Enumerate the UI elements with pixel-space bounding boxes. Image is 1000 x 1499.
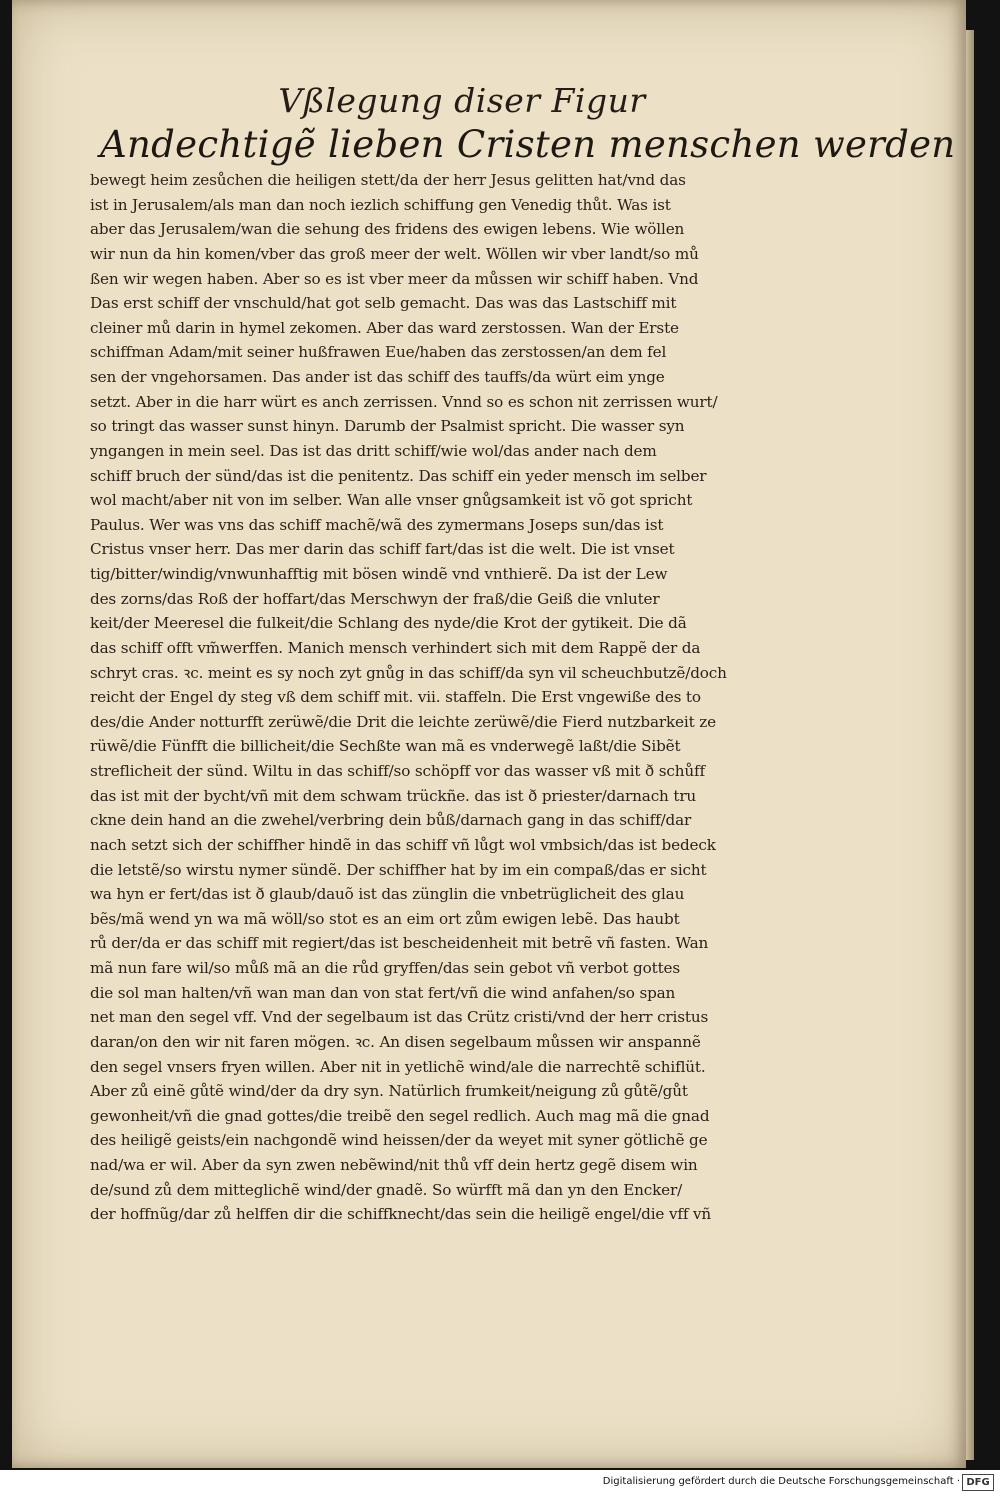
text-line: wol macht/aber nit von im selber. Wan alle vnser gnůgsamkeit ist võ got spricht: [90, 491, 693, 510]
text-line: schiffman Adam/mit seiner hußfrawen Eue/haben das zerstossen/an dem fel: [90, 343, 667, 362]
book-page: [12, 0, 966, 1468]
dfg-logo: DFG: [962, 1474, 994, 1491]
text-line: Das erst schiff der vnschuld/hat got selb gemacht. Das was das Lastschiff mit: [90, 294, 677, 313]
text-line: de/sund zů dem mitteglichẽ wind/der gnadẽ. So würfft mã dan yn den Encker/: [90, 1180, 683, 1199]
text-line: nad/wa er wil. Aber da syn zwen nebẽwind/nit thů vff dein hertz gegẽ disem win: [90, 1156, 698, 1174]
opening-line: Andechtigẽ lieben Cristen menschen werden: [100, 123, 956, 166]
text-line: ckne dein hand an die zwehel/verbring dein bůß/darnach gang in das schiff/dar: [90, 811, 692, 830]
text-line: bẽs/mã wend yn wa mã wöll/so stot es an eim ort zům ewigen lebẽ. Das haubt: [90, 909, 680, 928]
text-line: so tringt das wasser sunst hinyn. Darumb der Psalmist spricht. Die wasser syn: [90, 417, 685, 436]
footer-credit: Digitalisierung gefördert durch die Deutsche Forschungsgemeinschaft ·: [602, 1476, 960, 1487]
text-line: aber das Jerusalem/wan die sehung des fridens des ewigen lebens. Wie wöllen: [90, 220, 685, 239]
text-line: tig/bitter/windig/vnwunhafftig mit bösen windẽ vnd vnthierẽ. Da ist der Lew: [90, 565, 668, 583]
page-edge: [966, 30, 974, 1460]
text-line: des heiligẽ geists/ein nachgondẽ wind heissen/der da weyet mit syner götlichẽ ge: [90, 1131, 708, 1150]
footer-bar: [0, 1470, 1000, 1499]
text-line: reicht der Engel dy steg vß dem schiff mit. vii. staffeln. Die Erst vngewiße des to: [90, 688, 701, 707]
text-line: schryt cras. ꝛc. meint es sy noch zyt gnůg in das schiff/da syn vil scheuchbutzẽ/doch: [90, 663, 727, 682]
text-line: daran/on den wir nit faren mögen. ꝛc. An disen segelbaum můssen wir anspannẽ: [90, 1032, 701, 1051]
text-block: [90, 80, 956, 1227]
page-heading: Vßlegung diser Figur: [278, 81, 646, 120]
text-line: die letstẽ/so wirstu nymer sündẽ. Der schiffher hat by im ein compaß/das er sicht: [90, 860, 707, 879]
text-line: ist in Jerusalem/als man dan noch iezlich schiffung gen Venedig thůt. Was ist: [90, 195, 671, 214]
text-line: die sol man halten/vñ wan man dan von stat fert/vñ die wind anfahen/so span: [90, 983, 676, 1002]
text-line: yngangen in mein seel. Das ist das dritt schiff/wie wol/das ander nach dem: [90, 441, 657, 460]
text-line: ßen wir wegen haben. Aber so es ist vber meer da můssen wir schiff haben. Vnd: [90, 269, 699, 288]
text-line: wa hyn er fert/das ist ð glaub/dauõ ist das zünglin die vnbetrüglicheit des glau: [90, 885, 685, 904]
text-line: sen der vngehorsamen. Das ander ist das schiff des tauffs/da würt eim ynge: [90, 368, 665, 386]
text-line: schiff bruch der sünd/das ist die penitentz. Das schiff ein yeder mensch im selber: [90, 466, 707, 485]
text-line: das ist mit der bycht/vñ mit dem schwam trückñe. das ist ð priester/darnach tru: [90, 786, 697, 805]
text-line: der hoffnũg/dar zů helffen dir die schiffknecht/das sein die heiligẽ engel/die vff vñ: [90, 1205, 712, 1224]
text-line: nach setzt sich der schiffher hindẽ in das schiff vñ lůgt wol vmbsich/das ist bedeck: [90, 835, 716, 854]
text-line: des zorns/das Roß der hoffart/das Merschwyn der fraß/die Geiß die vnluter: [90, 589, 660, 608]
text-line: des/die Ander notturfft zerüwẽ/die Drit die leichte zerüwẽ/die Fierd nutzbarkeit ze: [90, 712, 716, 731]
text-line: net man den segel vff. Vnd der segelbaum ist das Crütz cristi/vnd der herr cristus: [90, 1008, 709, 1027]
text-line: den segel vnsers fryen willen. Aber nit in yetlichẽ wind/ale die narrechtẽ schiflüt.: [90, 1057, 706, 1076]
text-line: rüwẽ/die Fünfft die billicheit/die Sechßte wan mã es vnderwegẽ laßt/die Sibẽt: [90, 737, 681, 756]
text-line: gewonheit/vñ die gnad gottes/die treibẽ den segel redlich. Auch mag mã die gnad: [90, 1106, 710, 1125]
text-line: cleiner mů darin in hymel zekomen. Aber das ward zerstossen. Wan der Erste: [90, 318, 679, 337]
body-text: [90, 168, 814, 1227]
text-line: mã nun fare wil/so můß mã an die růd gryffen/das sein gebot vñ verbot gottes: [90, 959, 681, 977]
text-line: Paulus. Wer was vns das schiff machẽ/wã des zymermans Joseps sun/das ist: [90, 515, 664, 534]
text-line: keit/der Meeresel die fulkeit/die Schlang des nyde/die Krot der gytikeit. Die dã: [90, 614, 687, 633]
text-line: bewegt heim zesůchen die heiligen stett/da der herr Jesus gelitten hat/vnd das: [90, 171, 686, 189]
text-line: streflicheit der sünd. Wiltu in das schiff/so schöpff vor das wasser vß mit ð schůff: [90, 762, 705, 780]
text-line: wir nun da hin komen/vber das groß meer der welt. Wöllen wir vber landt/so mů: [90, 244, 699, 263]
text-line: Cristus vnser herr. Das mer darin das schiff fart/das ist die welt. Die ist vnset: [90, 540, 675, 559]
text-line: setzt. Aber in die harr würt es anch zerrissen. Vnnd so es schon nit zerrissen wurt/: [90, 392, 718, 411]
text-line: rů der/da er das schiff mit regiert/das ist bescheidenheit mit betrẽ vñ fasten. Wan: [90, 934, 709, 953]
text-line: das schiff offt vm̃werffen. Manich mensch verhindert sich mit dem Rappẽ der da: [90, 638, 701, 657]
text-line: Aber zů einẽ gůtẽ wind/der da dry syn. Natürlich frumkeit/neigung zů gůtẽ/gůt: [90, 1082, 688, 1101]
